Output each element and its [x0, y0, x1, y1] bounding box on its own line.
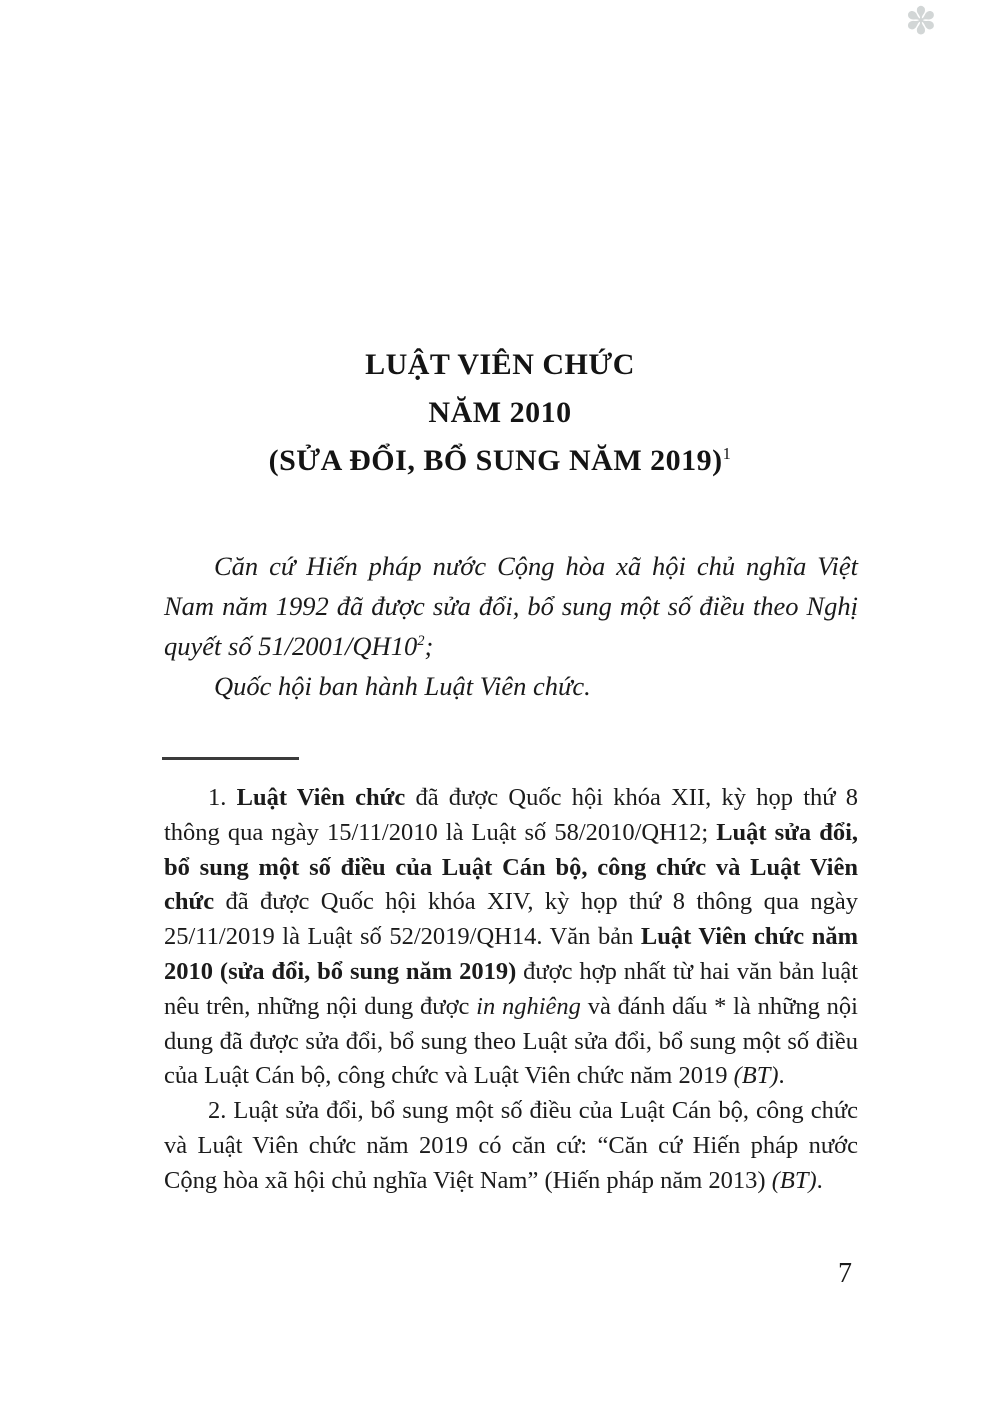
document-title — [0, 341, 1000, 485]
title-line-3 — [0, 437, 1000, 485]
flower-ornament-icon: ✽ — [905, 0, 937, 43]
preamble-paragraph-1: Căn cứ Hiến pháp nước Cộng hòa xã hội chủ nghĩa Việt Nam năm 1992 đã được sửa đổi, bổ sung một số điều theo Nghị quyết số $51/2001/QH10^2$; — [164, 551, 858, 661]
preamble-paragraph-2: Quốc hội ban hành Luật Viên chức. — [214, 671, 591, 701]
title-line-1: LUẬT VIÊN CHỨC — [365, 348, 635, 381]
title-line-2: NĂM 2010 — [428, 396, 572, 429]
footnote-reference-1: 1 — [722, 444, 732, 463]
footnote-divider — [162, 757, 299, 760]
footnote-2: 2. Luật sửa đổi, bổ sung một số điều của Luật Cán bộ, công chức và Luật Viên chức năm 2019 có căn cứ: “Căn cứ Hiến pháp nước Cộng hòa xã hội chủ nghĩa Việt Nam” (Hiến pháp năm 2013) (BT). — [164, 1097, 858, 1194]
footnotes-section — [164, 781, 858, 1199]
preamble — [164, 546, 858, 706]
footnote-1: 1. Luật Viên chức đã được Quốc hội khóa XII, kỳ họp thứ 8 thông qua ngày 15/11/2010 là Luật số 58/2010/QH12; Luật sửa đổi, bổ sung một số điều của Luật Cán bộ, công chức và Luật Viên chức đã được Quốc hội khóa XIV, kỳ họp thứ 8 thông qua ngày 25/11/2019 là Luật số 52/2019/QH14. Văn bản Luật Viên chức năm 2010 (sửa đổi, bổ sung năm 2019) được hợp nhất từ hai văn bản luật nêu trên, những nội dung được in nghiêng và đánh dấu * là những nội dung đã được sửa đổi, bổ sung theo Luật sửa đổi, bổ sung một số điều của Luật Cán bộ, công chức và Luật Viên chức năm 2019 (BT). — [164, 784, 859, 1090]
page-number: 7 — [838, 1258, 852, 1289]
title-line-3-text: (SỬA ĐỔI, BỔ SUNG NĂM 2019) — [268, 444, 723, 477]
